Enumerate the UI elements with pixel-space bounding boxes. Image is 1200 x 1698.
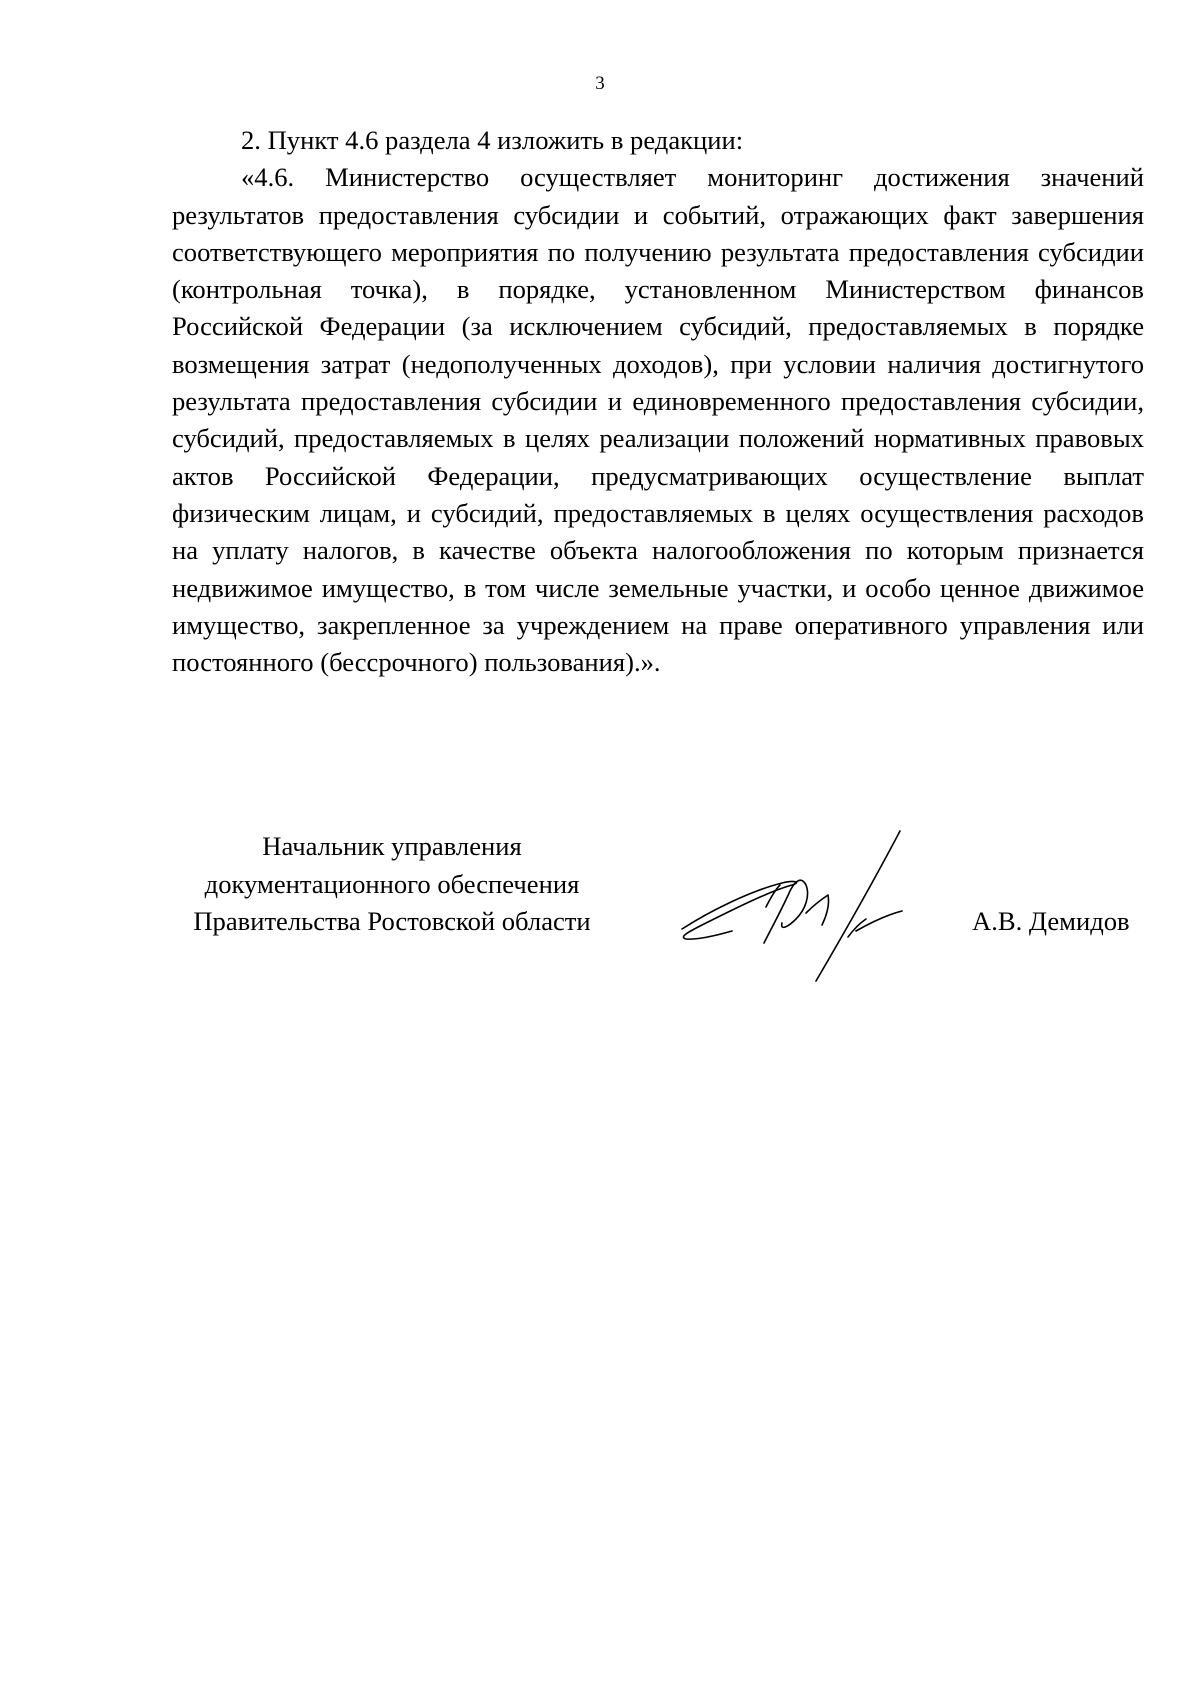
amendment-text: «4.6. Министерство осуществляет мониторинг достижения значений результатов предоставления субсидии и событий, отражающих факт завершения соответствующего мероприятия по получению результата предоставления субсидии (контрольная точка), в порядке, установленном Министерством финансов Российской Федерации (за исключением субсидий, предоставляемых в порядке возмещения затрат (недополученных доходов), при условии наличия достигнутого результата предоставления субсидии и единовременного предоставления субсидии, субсидий, предоставляемых в целях реализации положений нормативных правовых актов Российской Федерации, предусматривающих осуществление выплат физическим лицам, и субсидий, предоставляемых в целях осуществления расходов на уплату налогов, в качестве объекта налогообложения по которым признается недвижимое имущество, в том числе земельные участки, и особо ценное движимое имущество, закрепленное за учреждением на праве оперативного управления или постоянного (бессрочного) пользования).». (172, 162, 1144, 678)
signer-name: А.В. Демидов (972, 906, 1130, 936)
position-line-2: документационного обеспечения (204, 868, 580, 899)
page-number: 3 (595, 73, 605, 94)
handwritten-signature (670, 825, 940, 985)
amendment-intro: 2. Пункт 4.6 раздела 4 изложить в редакции: (241, 125, 744, 155)
position-line-3: Правительства Ростовской области (193, 906, 591, 936)
signatory-position (172, 828, 612, 941)
position-line-1: Начальник управления (262, 831, 522, 861)
document-body (172, 122, 1144, 681)
